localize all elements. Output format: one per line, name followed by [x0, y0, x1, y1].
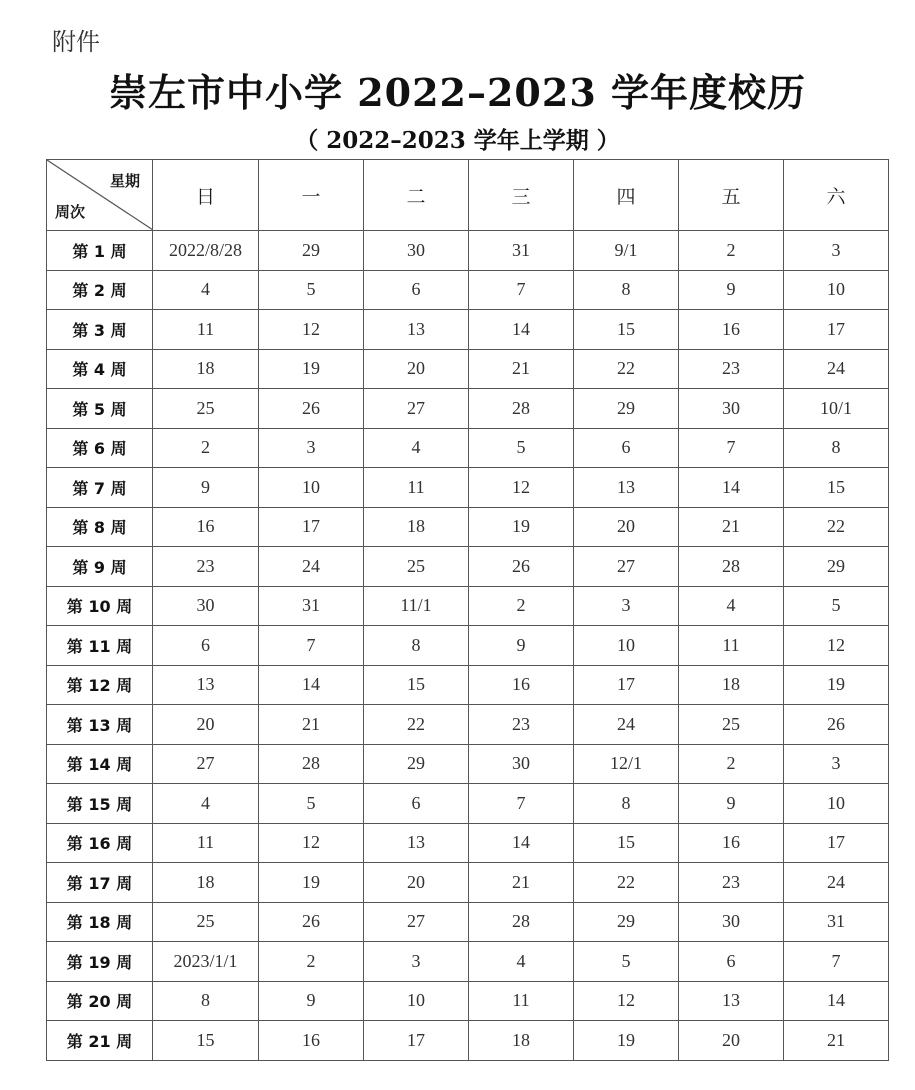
date-cell: 21 — [469, 863, 574, 903]
date-cell: 7 — [469, 784, 574, 824]
day-header-wed: 三 — [469, 160, 574, 231]
date-cell: 31 — [259, 586, 364, 626]
week-label: 第 7 周 — [47, 468, 153, 508]
day-header-sun: 日 — [153, 160, 259, 231]
table-row — [47, 784, 889, 824]
date-cell: 29 — [574, 389, 679, 429]
date-cell: 15 — [364, 665, 469, 705]
date-cell: 3 — [784, 744, 889, 784]
date-cell: 20 — [364, 349, 469, 389]
date-cell: 23 — [469, 705, 574, 745]
date-cell: 12 — [784, 626, 889, 666]
date-cell: 21 — [784, 1021, 889, 1061]
week-label: 第 15 周 — [47, 784, 153, 824]
date-cell: 6 — [679, 942, 784, 982]
table-row — [47, 547, 889, 587]
day-header-mon: 一 — [259, 160, 364, 231]
date-cell: 19 — [259, 349, 364, 389]
week-label: 第 1 周 — [47, 231, 153, 271]
week-label: 第 16 周 — [47, 823, 153, 863]
date-cell: 2 — [679, 744, 784, 784]
table-row — [47, 705, 889, 745]
week-label: 第 5 周 — [47, 389, 153, 429]
date-cell: 16 — [153, 507, 259, 547]
date-cell: 7 — [469, 270, 574, 310]
date-cell: 24 — [574, 705, 679, 745]
table-row — [47, 586, 889, 626]
date-cell: 31 — [784, 902, 889, 942]
date-cell: 11/1 — [364, 586, 469, 626]
week-label: 第 4 周 — [47, 349, 153, 389]
date-cell: 5 — [784, 586, 889, 626]
date-cell: 3 — [364, 942, 469, 982]
date-cell: 26 — [784, 705, 889, 745]
date-cell: 9 — [259, 981, 364, 1021]
date-cell: 11 — [153, 823, 259, 863]
date-cell: 10/1 — [784, 389, 889, 429]
date-cell: 25 — [679, 705, 784, 745]
date-cell: 30 — [153, 586, 259, 626]
date-cell: 13 — [153, 665, 259, 705]
date-cell: 2022/8/28 — [153, 231, 259, 271]
table-row — [47, 389, 889, 429]
date-cell: 6 — [574, 428, 679, 468]
page-subtitle: （ 2022–2023 学年上学期 ） — [295, 127, 620, 154]
date-cell: 5 — [574, 942, 679, 982]
table-row — [47, 981, 889, 1021]
date-cell: 14 — [469, 310, 574, 350]
date-cell: 28 — [469, 902, 574, 942]
date-cell: 18 — [364, 507, 469, 547]
date-cell: 26 — [469, 547, 574, 587]
corner-week-label: 周次 — [55, 203, 86, 221]
table-row — [47, 507, 889, 547]
date-cell: 26 — [259, 902, 364, 942]
date-cell: 8 — [784, 428, 889, 468]
date-cell: 2 — [153, 428, 259, 468]
date-cell: 25 — [364, 547, 469, 587]
day-header-tue: 二 — [364, 160, 469, 231]
table-row — [47, 902, 889, 942]
table-row — [47, 310, 889, 350]
date-cell: 27 — [153, 744, 259, 784]
date-cell: 12 — [469, 468, 574, 508]
date-cell: 28 — [259, 744, 364, 784]
date-cell: 22 — [364, 705, 469, 745]
week-label: 第 8 周 — [47, 507, 153, 547]
date-cell: 12 — [574, 981, 679, 1021]
table-row — [47, 863, 889, 903]
week-label: 第 17 周 — [47, 863, 153, 903]
corner-header-cell — [47, 160, 153, 231]
table-row — [47, 349, 889, 389]
date-cell: 14 — [469, 823, 574, 863]
date-cell: 24 — [784, 863, 889, 903]
date-cell: 9/1 — [574, 231, 679, 271]
date-cell: 17 — [574, 665, 679, 705]
date-cell: 29 — [574, 902, 679, 942]
date-cell: 24 — [784, 349, 889, 389]
date-cell: 23 — [153, 547, 259, 587]
date-cell: 15 — [153, 1021, 259, 1061]
date-cell: 30 — [364, 231, 469, 271]
date-cell: 19 — [784, 665, 889, 705]
date-cell: 21 — [469, 349, 574, 389]
date-cell: 4 — [364, 428, 469, 468]
week-label: 第 21 周 — [47, 1021, 153, 1061]
date-cell: 2 — [259, 942, 364, 982]
date-cell: 9 — [153, 468, 259, 508]
date-cell: 18 — [153, 863, 259, 903]
header-row — [47, 160, 889, 231]
date-cell: 14 — [259, 665, 364, 705]
date-cell: 10 — [784, 270, 889, 310]
week-label: 第 20 周 — [47, 981, 153, 1021]
date-cell: 11 — [153, 310, 259, 350]
date-cell: 11 — [679, 626, 784, 666]
week-label: 第 6 周 — [47, 428, 153, 468]
date-cell: 15 — [574, 823, 679, 863]
table-row — [47, 823, 889, 863]
day-header-fri: 五 — [679, 160, 784, 231]
date-cell: 13 — [679, 981, 784, 1021]
date-cell: 2 — [679, 231, 784, 271]
date-cell: 31 — [469, 231, 574, 271]
date-cell: 20 — [153, 705, 259, 745]
date-cell: 14 — [784, 981, 889, 1021]
date-cell: 4 — [679, 586, 784, 626]
date-cell: 7 — [784, 942, 889, 982]
day-header-sat: 六 — [784, 160, 889, 231]
date-cell: 27 — [364, 902, 469, 942]
week-label: 第 19 周 — [47, 942, 153, 982]
date-cell: 13 — [364, 310, 469, 350]
date-cell: 8 — [153, 981, 259, 1021]
date-cell: 29 — [364, 744, 469, 784]
date-cell: 12 — [259, 310, 364, 350]
school-calendar-table — [46, 159, 889, 1061]
date-cell: 20 — [679, 1021, 784, 1061]
date-cell: 7 — [259, 626, 364, 666]
table-row — [47, 626, 889, 666]
date-cell: 4 — [153, 270, 259, 310]
date-cell: 29 — [784, 547, 889, 587]
date-cell: 8 — [574, 784, 679, 824]
week-label: 第 10 周 — [47, 586, 153, 626]
date-cell: 16 — [469, 665, 574, 705]
date-cell: 8 — [574, 270, 679, 310]
date-cell: 21 — [679, 507, 784, 547]
date-cell: 4 — [153, 784, 259, 824]
date-cell: 3 — [574, 586, 679, 626]
table-row — [47, 942, 889, 982]
date-cell: 5 — [469, 428, 574, 468]
date-cell: 21 — [259, 705, 364, 745]
table-row — [47, 428, 889, 468]
week-label: 第 11 周 — [47, 626, 153, 666]
date-cell: 15 — [784, 468, 889, 508]
date-cell: 9 — [679, 270, 784, 310]
date-cell: 20 — [364, 863, 469, 903]
date-cell: 27 — [364, 389, 469, 429]
date-cell: 10 — [574, 626, 679, 666]
corner-weekday-label: 星期 — [109, 172, 140, 190]
week-label: 第 14 周 — [47, 744, 153, 784]
date-cell: 13 — [364, 823, 469, 863]
week-label: 第 9 周 — [47, 547, 153, 587]
date-cell: 30 — [679, 902, 784, 942]
week-label: 第 18 周 — [47, 902, 153, 942]
date-cell: 6 — [364, 784, 469, 824]
date-cell: 18 — [153, 349, 259, 389]
date-cell: 29 — [259, 231, 364, 271]
date-cell: 3 — [259, 428, 364, 468]
table-row — [47, 1021, 889, 1061]
date-cell: 16 — [679, 823, 784, 863]
date-cell: 5 — [259, 270, 364, 310]
date-cell: 6 — [364, 270, 469, 310]
date-cell: 17 — [784, 310, 889, 350]
date-cell: 9 — [469, 626, 574, 666]
week-label: 第 13 周 — [47, 705, 153, 745]
date-cell: 28 — [679, 547, 784, 587]
date-cell: 2023/1/1 — [153, 942, 259, 982]
date-cell: 2 — [469, 586, 574, 626]
date-cell: 8 — [364, 626, 469, 666]
date-cell: 20 — [574, 507, 679, 547]
date-cell: 19 — [259, 863, 364, 903]
date-cell: 10 — [259, 468, 364, 508]
date-cell: 3 — [784, 231, 889, 271]
table-row — [47, 270, 889, 310]
date-cell: 7 — [679, 428, 784, 468]
date-cell: 25 — [153, 389, 259, 429]
date-cell: 19 — [469, 507, 574, 547]
day-header-thu: 四 — [574, 160, 679, 231]
date-cell: 19 — [574, 1021, 679, 1061]
date-cell: 23 — [679, 863, 784, 903]
date-cell: 24 — [259, 547, 364, 587]
date-cell: 11 — [364, 468, 469, 508]
date-cell: 22 — [574, 863, 679, 903]
week-label: 第 12 周 — [47, 665, 153, 705]
date-cell: 12 — [259, 823, 364, 863]
date-cell: 6 — [153, 626, 259, 666]
date-cell: 23 — [679, 349, 784, 389]
date-cell: 17 — [364, 1021, 469, 1061]
date-cell: 17 — [259, 507, 364, 547]
date-cell: 17 — [784, 823, 889, 863]
date-cell: 13 — [574, 468, 679, 508]
date-cell: 14 — [679, 468, 784, 508]
date-cell: 28 — [469, 389, 574, 429]
date-cell: 10 — [784, 784, 889, 824]
date-cell: 30 — [469, 744, 574, 784]
week-label: 第 3 周 — [47, 310, 153, 350]
date-cell: 18 — [679, 665, 784, 705]
date-cell: 12/1 — [574, 744, 679, 784]
date-cell: 22 — [784, 507, 889, 547]
date-cell: 26 — [259, 389, 364, 429]
date-cell: 15 — [574, 310, 679, 350]
date-cell: 16 — [679, 310, 784, 350]
table-row — [47, 744, 889, 784]
table-row — [47, 665, 889, 705]
date-cell: 18 — [469, 1021, 574, 1061]
page-title: 崇左市中小学 2022–2023 学年度校历 — [109, 70, 806, 115]
week-label: 第 2 周 — [47, 270, 153, 310]
date-cell: 4 — [469, 942, 574, 982]
date-cell: 16 — [259, 1021, 364, 1061]
date-cell: 25 — [153, 902, 259, 942]
date-cell: 22 — [574, 349, 679, 389]
table-row — [47, 468, 889, 508]
date-cell: 11 — [469, 981, 574, 1021]
date-cell: 30 — [679, 389, 784, 429]
attachment-label: 附件 — [52, 28, 100, 56]
date-cell: 27 — [574, 547, 679, 587]
date-cell: 9 — [679, 784, 784, 824]
date-cell: 5 — [259, 784, 364, 824]
table-row — [47, 231, 889, 271]
date-cell: 10 — [364, 981, 469, 1021]
